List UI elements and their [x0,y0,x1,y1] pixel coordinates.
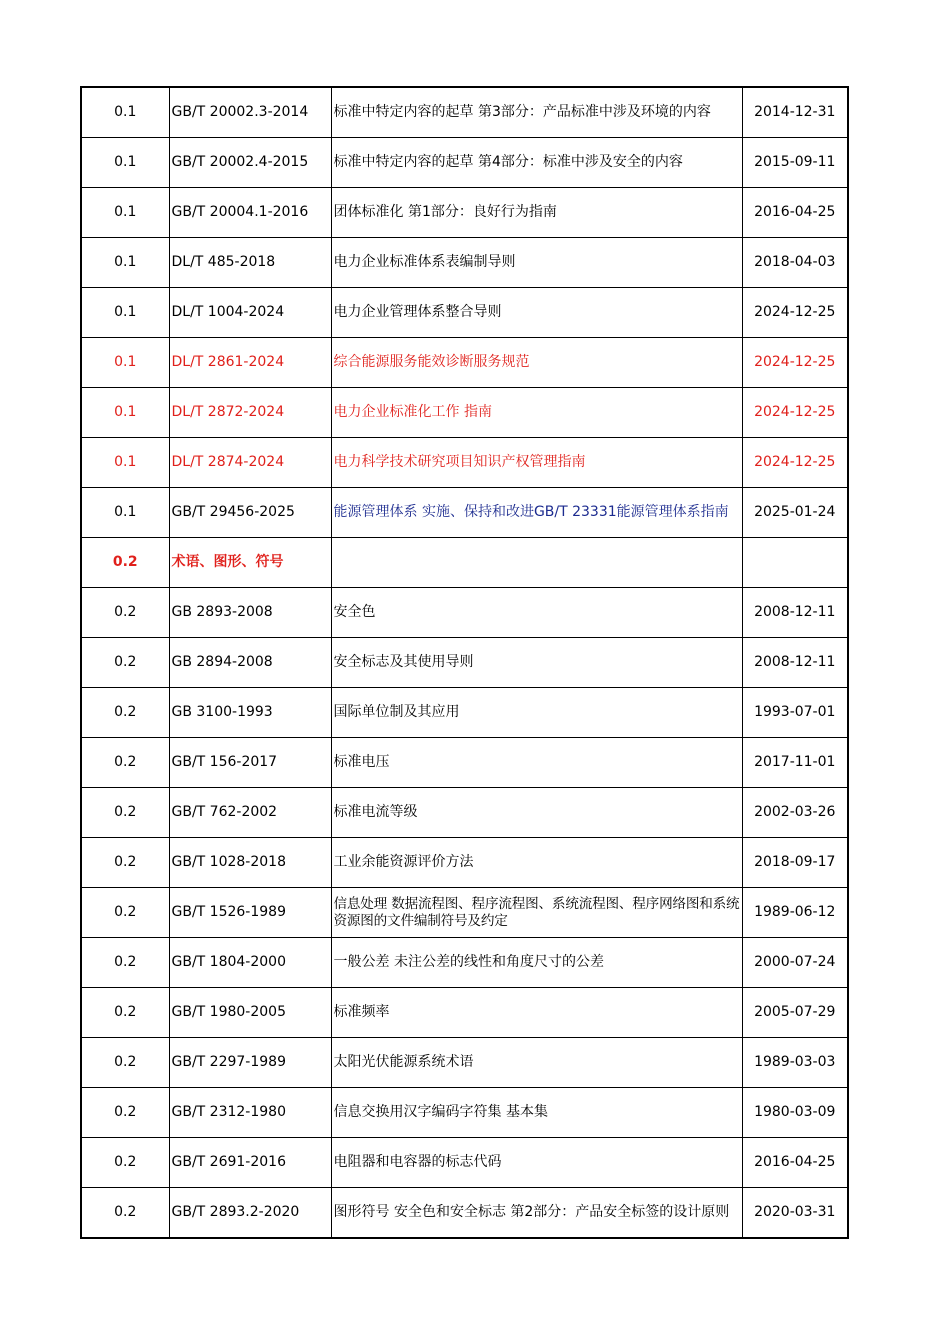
standard-name-cell: 信息处理 数据流程图、程序流程图、系统流程图、程序网络图和系统资源图的文件编制符号及约定 [331,888,742,938]
issue-date-cell: 2025-01-24 [742,488,848,538]
standard-name-cell: 标准中特定内容的起草 第3部分：产品标准中涉及环境的内容 [331,87,742,138]
category-number-cell: 0.2 [81,788,169,838]
category-number-cell: 0.2 [81,1038,169,1088]
standard-name-cell: 综合能源服务能效诊断服务规范 [331,338,742,388]
issue-date-cell: 2016-04-25 [742,1138,848,1188]
issue-date-cell: 2024-12-25 [742,338,848,388]
section-header-row [81,538,848,588]
standard-name-cell: 能源管理体系 实施、保持和改进GB/T 23331能源管理体系指南 [331,488,742,538]
standard-name-cell [331,538,742,588]
standard-name-cell: 太阳光伏能源系统术语 [331,1038,742,1088]
issue-date-cell: 2024-12-25 [742,438,848,488]
standard-code-cell: GB/T 20002.4-2015 [169,138,331,188]
standard-code-cell: GB 2893-2008 [169,588,331,638]
category-number-cell: 0.2 [81,538,169,588]
standard-code-cell: GB/T 1028-2018 [169,838,331,888]
category-number-cell: 0.2 [81,838,169,888]
category-number-cell: 0.1 [81,87,169,138]
standards-table-body [81,87,848,1238]
table-row [81,488,848,538]
issue-date-cell: 2015-09-11 [742,138,848,188]
standard-name-cell: 标准电流等级 [331,788,742,838]
category-number-cell: 0.2 [81,1188,169,1239]
standard-code-cell: GB/T 20002.3-2014 [169,87,331,138]
standard-code-cell: DL/T 2872-2024 [169,388,331,438]
table-row [81,788,848,838]
table-row [81,988,848,1038]
issue-date-cell: 1993-07-01 [742,688,848,738]
standard-code-cell: GB/T 2312-1980 [169,1088,331,1138]
standard-name-cell: 电力企业标准化工作 指南 [331,388,742,438]
standard-code-cell: GB 2894-2008 [169,638,331,688]
standard-name-cell: 电力企业管理体系整合导则 [331,288,742,338]
standard-code-cell: DL/T 485-2018 [169,238,331,288]
standard-code-cell: GB/T 2893.2-2020 [169,1188,331,1239]
issue-date-cell: 2008-12-11 [742,588,848,638]
category-number-cell: 0.2 [81,1088,169,1138]
table-row [81,1038,848,1088]
category-number-cell: 0.2 [81,938,169,988]
table-row [81,738,848,788]
standard-code-cell: GB/T 20004.1-2016 [169,188,331,238]
table-row [81,1188,848,1239]
category-number-cell: 0.2 [81,888,169,938]
standard-name-cell: 团体标准化 第1部分：良好行为指南 [331,188,742,238]
standard-code-cell: GB/T 156-2017 [169,738,331,788]
standard-name-cell: 一般公差 未注公差的线性和角度尺寸的公差 [331,938,742,988]
issue-date-cell: 2020-03-31 [742,1188,848,1239]
table-row [81,838,848,888]
issue-date-cell: 1989-03-03 [742,1038,848,1088]
standard-code-cell: GB/T 2297-1989 [169,1038,331,1088]
table-row [81,388,848,438]
issue-date-cell: 2018-04-03 [742,238,848,288]
standard-code-cell: GB/T 1804-2000 [169,938,331,988]
issue-date-cell: 2002-03-26 [742,788,848,838]
table-row [81,138,848,188]
issue-date-cell: 2024-12-25 [742,388,848,438]
standard-code-cell: GB/T 762-2002 [169,788,331,838]
issue-date-cell [742,538,848,588]
standard-name-cell: 电力科学技术研究项目知识产权管理指南 [331,438,742,488]
table-row [81,638,848,688]
standard-name-cell: 安全色 [331,588,742,638]
standards-table-sheet [80,86,847,1239]
table-row [81,1138,848,1188]
section-title-cell: 术语、图形、符号 [169,538,331,588]
issue-date-cell: 2017-11-01 [742,738,848,788]
issue-date-cell: 2014-12-31 [742,87,848,138]
standard-name-cell: 国际单位制及其应用 [331,688,742,738]
category-number-cell: 0.1 [81,138,169,188]
category-number-cell: 0.2 [81,688,169,738]
table-row [81,238,848,288]
standard-name-cell: 电力企业标准体系表编制导则 [331,238,742,288]
standard-code-cell: DL/T 1004-2024 [169,288,331,338]
category-number-cell: 0.1 [81,438,169,488]
issue-date-cell: 2008-12-11 [742,638,848,688]
issue-date-cell: 2005-07-29 [742,988,848,1038]
table-row [81,338,848,388]
table-row [81,1088,848,1138]
table-row [81,87,848,138]
standard-code-cell: GB/T 2691-2016 [169,1138,331,1188]
standard-name-cell: 电阻器和电容器的标志代码 [331,1138,742,1188]
standard-code-cell: GB 3100-1993 [169,688,331,738]
category-number-cell: 0.1 [81,488,169,538]
table-row [81,188,848,238]
issue-date-cell: 2016-04-25 [742,188,848,238]
issue-date-cell: 2000-07-24 [742,938,848,988]
standard-name-cell: 信息交换用汉字编码字符集 基本集 [331,1088,742,1138]
issue-date-cell: 1980-03-09 [742,1088,848,1138]
standard-name-cell: 安全标志及其使用导则 [331,638,742,688]
standard-code-cell: GB/T 1980-2005 [169,988,331,1038]
category-number-cell: 0.2 [81,638,169,688]
table-row [81,688,848,738]
standards-table [80,86,849,1239]
category-number-cell: 0.1 [81,188,169,238]
standard-name-cell: 图形符号 安全色和安全标志 第2部分：产品安全标签的设计原则 [331,1188,742,1239]
issue-date-cell: 2018-09-17 [742,838,848,888]
category-number-cell: 0.1 [81,288,169,338]
category-number-cell: 0.1 [81,338,169,388]
table-row [81,588,848,638]
table-row [81,888,848,938]
standard-code-cell: GB/T 29456-2025 [169,488,331,538]
standard-code-cell: DL/T 2874-2024 [169,438,331,488]
standard-name-cell: 标准中特定内容的起草 第4部分：标准中涉及安全的内容 [331,138,742,188]
table-row [81,438,848,488]
standard-code-cell: GB/T 1526-1989 [169,888,331,938]
table-row [81,938,848,988]
table-row [81,288,848,338]
category-number-cell: 0.1 [81,238,169,288]
category-number-cell: 0.2 [81,738,169,788]
standard-name-cell: 工业余能资源评价方法 [331,838,742,888]
issue-date-cell: 2024-12-25 [742,288,848,338]
standard-name-cell: 标准频率 [331,988,742,1038]
category-number-cell: 0.2 [81,588,169,638]
category-number-cell: 0.2 [81,1138,169,1188]
standard-code-cell: DL/T 2861-2024 [169,338,331,388]
category-number-cell: 0.2 [81,988,169,1038]
issue-date-cell: 1989-06-12 [742,888,848,938]
standard-name-cell: 标准电压 [331,738,742,788]
category-number-cell: 0.1 [81,388,169,438]
